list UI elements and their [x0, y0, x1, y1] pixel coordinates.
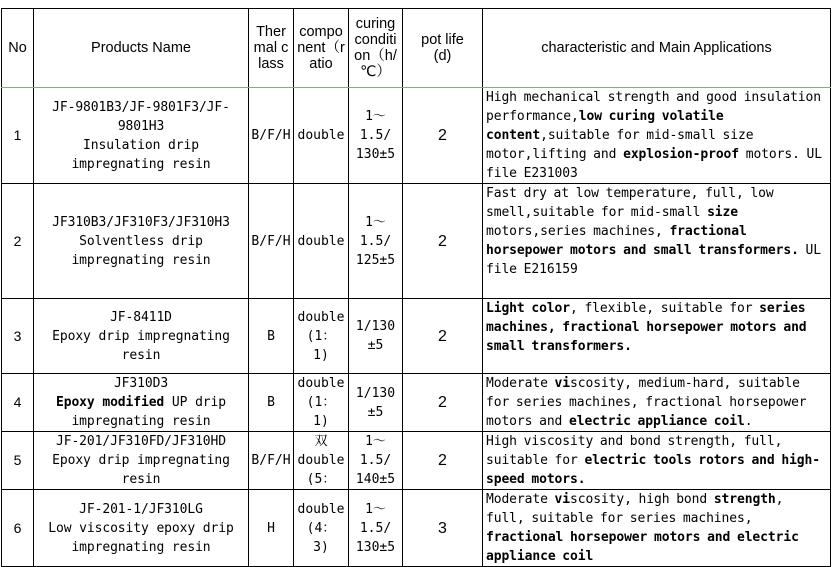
table-row	[2, 490, 831, 567]
curing-line: 1/130	[355, 319, 396, 334]
cell-component	[294, 490, 349, 567]
product-name-line: Low viscosity epoxy drip impregnating resin	[48, 520, 234, 555]
applications-bold-text: size	[707, 205, 738, 220]
table-row	[2, 299, 831, 374]
header-component: component（ratio	[294, 9, 349, 88]
applications-text-run: High viscosity and bond strength, full, suitable for	[486, 434, 783, 468]
cell-product-name	[34, 88, 249, 184]
cell-pot-life: 2	[403, 432, 483, 490]
applications-text-run: scosity, high bond	[570, 492, 714, 507]
applications-text	[486, 374, 828, 431]
applications-bold-text: fractional horsepower motors and small transformers.	[486, 224, 799, 258]
cell-product-name	[34, 299, 249, 374]
table-row	[2, 374, 831, 432]
curing-line: 1～	[365, 501, 386, 517]
curing-line: 1～	[365, 434, 386, 449]
component-line: 3)	[313, 539, 329, 555]
header-pot-life: pot life (d)	[403, 9, 483, 88]
component-line: double	[297, 453, 345, 468]
component-line: 双	[314, 434, 328, 449]
applications-bold-text: vi	[554, 376, 571, 391]
product-name-line: JF-201-1/JF310LG	[79, 501, 203, 517]
applications-bold-text: Light color	[486, 301, 570, 316]
applications-text-run: , flexible, suitable for	[570, 301, 760, 316]
cell-applications	[483, 432, 831, 490]
applications-bold-text: electric appliance coil	[569, 414, 745, 429]
applications-text-run: Moderate	[486, 492, 555, 507]
component-line: double	[297, 309, 345, 325]
applications-bold-text: electric tools rotors and high-speed motors.	[486, 453, 820, 487]
product-name-line: JF-8411D	[110, 309, 172, 325]
cell-curing-condition	[349, 432, 403, 490]
cell-no: 3	[2, 299, 34, 374]
component-line: (1：	[306, 328, 336, 344]
curing-line: ±5	[367, 404, 384, 420]
applications-text	[486, 490, 828, 566]
applications-text	[486, 184, 828, 279]
applications-text-run: motors,series machines,	[486, 224, 670, 239]
cell-pot-life: 2	[403, 299, 483, 374]
header-no: No	[2, 9, 34, 88]
applications-text-run: UL file E216159	[486, 243, 821, 277]
curing-line: 130±5	[355, 539, 396, 555]
cell-product-name	[34, 184, 249, 299]
component-line: (1：	[306, 395, 336, 410]
curing-line: 1.5/	[359, 453, 392, 468]
cell-no: 5	[2, 432, 34, 490]
applications-text-run: motors. UL file E231003	[486, 147, 822, 181]
applications-text-run: , full, suitable for series machines,	[486, 492, 784, 526]
cell-curing-condition	[349, 184, 403, 299]
cell-pot-life: 2	[403, 374, 483, 432]
cell-pot-life: 2	[403, 184, 483, 299]
component-line: 1)	[313, 347, 329, 363]
curing-line: 1～	[365, 214, 386, 230]
curing-line: 130±5	[355, 147, 396, 162]
cell-applications	[483, 88, 831, 184]
product-name-line: JF-9801B3/JF-9801F3/JF-9801H3	[52, 99, 230, 134]
cell-thermal-class: B/F/H	[249, 432, 294, 490]
applications-bold-text: strength	[713, 492, 776, 507]
curing-line: 140±5	[355, 472, 396, 487]
cell-no: 1	[2, 88, 34, 184]
product-name-line: Epoxy drip impregnating resin	[52, 328, 230, 363]
applications-bold-text: fractional horsepower motors and electric appliance coil	[486, 530, 799, 564]
header-row	[2, 9, 831, 88]
product-name-part: UP drip impregnating resin	[71, 395, 226, 429]
products-table	[1, 8, 831, 567]
component-line: 1)	[313, 414, 329, 429]
cell-product-name	[34, 432, 249, 490]
product-name-line: Solventless drip impregnating resin	[71, 233, 211, 268]
applications-text-run: Moderate	[486, 376, 555, 391]
product-name-line: JF310B3/JF310F3/JF310H3	[52, 214, 230, 230]
curing-line: 1.5/	[359, 520, 392, 536]
table-row	[2, 184, 831, 299]
curing-line: 125±5	[355, 252, 396, 268]
cell-pot-life: 3	[403, 490, 483, 567]
cell-applications	[483, 299, 831, 374]
curing-line: 1～	[365, 109, 386, 124]
cell-thermal-class: H	[249, 490, 294, 567]
applications-bold-text: vi	[554, 492, 571, 507]
component-line: (5：	[306, 472, 336, 487]
cell-component: double	[294, 184, 349, 299]
cell-product-name	[34, 374, 249, 432]
component-line: double	[297, 376, 345, 391]
product-name-part: Epoxy modified	[55, 395, 165, 410]
cell-thermal-class: B/F/H	[249, 88, 294, 184]
curing-line: ±5	[367, 338, 384, 353]
applications-text	[486, 88, 828, 183]
cell-applications	[483, 374, 831, 432]
cell-component	[294, 299, 349, 374]
header-products-name: Products Name	[34, 9, 249, 88]
applications-text-run: Fast dry at low temperature, full, low smell,suitable for mid-small	[486, 186, 774, 220]
table-row	[2, 432, 831, 490]
header-curing-condition: curing condition（h/℃）	[349, 9, 403, 88]
cell-no: 2	[2, 184, 34, 299]
applications-text-run: High mechanical strength and good insulation performance,	[486, 90, 821, 124]
cell-thermal-class: B/F/H	[249, 184, 294, 299]
applications-text-run: ,suitable for mid-small size motor,lifting and	[486, 128, 754, 162]
component-line: double	[297, 501, 345, 517]
cell-component	[294, 374, 349, 432]
product-name-line: Insulation drip impregnating resin	[71, 137, 211, 172]
component-line: (4：	[306, 520, 336, 536]
cell-component	[294, 432, 349, 490]
curing-line: 1/130	[355, 385, 396, 401]
product-name-line: Epoxy drip impregnating resin	[52, 453, 230, 487]
cell-no: 4	[2, 374, 34, 432]
table-row	[2, 88, 831, 184]
applications-bold-text: explosion-proof	[623, 147, 739, 162]
product-name-part: JF310D3	[113, 376, 169, 391]
applications-text	[486, 432, 828, 489]
cell-no: 6	[2, 490, 34, 567]
cell-curing-condition	[349, 374, 403, 432]
cell-curing-condition	[349, 490, 403, 567]
cell-component: double	[294, 88, 349, 184]
curing-line: 1.5/	[359, 128, 392, 143]
cell-curing-condition	[349, 88, 403, 184]
curing-line: 1.5/	[359, 233, 392, 249]
applications-text	[486, 299, 828, 356]
cell-pot-life: 2	[403, 88, 483, 184]
product-name-line: JF-201/JF310FD/JF310HD	[56, 434, 226, 449]
header-applications: characteristic and Main Applications	[483, 9, 831, 88]
applications-text-run: .	[744, 414, 753, 429]
cell-thermal-class: B	[249, 299, 294, 374]
applications-text-run: scosity, medium-hard, suitable for series machines, fractional horsepower motors and	[486, 376, 807, 429]
cell-applications	[483, 184, 831, 299]
header-thermal-class: Thermal class	[249, 9, 294, 88]
cell-curing-condition	[349, 299, 403, 374]
applications-bold-text: series machines, fractional horsepower motors and small transformers.	[486, 301, 807, 354]
cell-thermal-class: B	[249, 374, 294, 432]
applications-bold-text: low curing volatile content	[486, 109, 724, 143]
cell-product-name	[34, 490, 249, 567]
cell-applications	[483, 490, 831, 567]
